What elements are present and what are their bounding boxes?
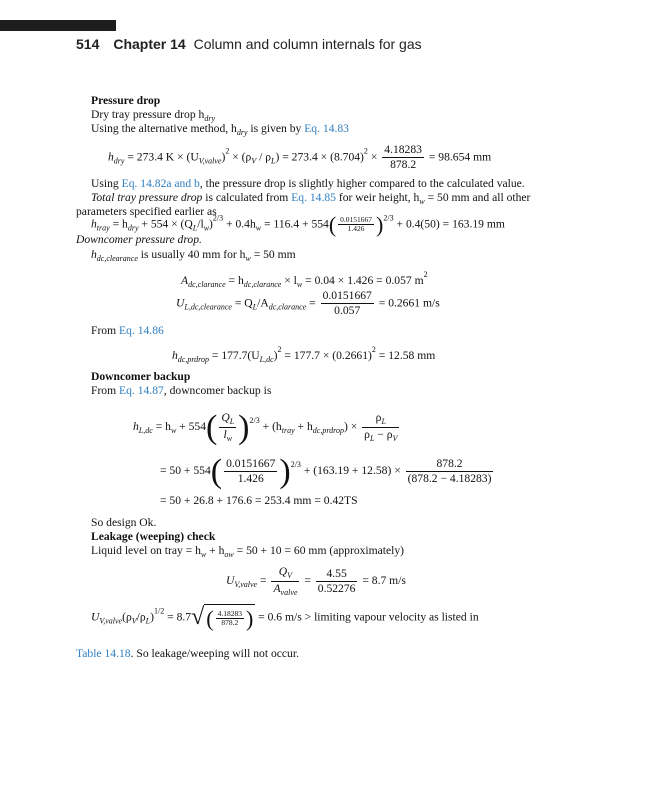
eq-14-85-link[interactable]: Eq. 14.85 — [291, 191, 336, 204]
design-ok: So design Ok. — [91, 516, 157, 529]
liquid-level-line: Liquid level on tray = $h_w + h_{ow} = 50 + 10 = 60$ mm (approximately) — [91, 544, 405, 559]
equation-backup-values: = 50 + 554( $\frac{0.0151667}{1.426}$ )$^{2/3}$ + (163.19 + 12.58) × $\frac{878.2}{(878.2 - 4.18283)}$ — [160, 453, 492, 490]
hdc-clearance-line: $h_{dc,clearance}$ is usually 40 mm for $h_w = 50$ mm — [91, 248, 296, 263]
pressure-drop-heading: Pressure drop — [91, 94, 161, 107]
alt-method-line: Using the alternative method, $h_{dry}$ is given by Eq. 14.83 — [91, 122, 349, 137]
eq-14-87-link[interactable]: Eq. 14.87 — [119, 384, 164, 397]
from-eq-14-86: From Eq. 14.86 — [91, 324, 164, 337]
chapter-label: Chapter 14 — [113, 36, 186, 52]
total-tray-line: Total tray pressure drop is calculated from Eq. 14.85 for weir height, $h_w = 50$ mm and all other — [91, 191, 531, 206]
dry-tray-line: Dry tray pressure drop $h_{dry}$ — [91, 108, 215, 123]
leakage-heading: Leakage (weeping) check — [91, 530, 216, 543]
table-14-18-link[interactable]: Table 14.18 — [76, 647, 131, 660]
equation-htray: $h_{tray} = h_{dry} + 554 \times (Q_L/l_w)^{2/3} + 0.4h_w = 116.4 + 554$( $\frac{0.0151667}{1.426}$ )$^{2/3}$ + 0.4(50) = 163.19 mm — [91, 212, 505, 237]
equation-uv-valve: $U_{V,valve}$ = $\frac{Q_V}{A_{valve}}$ = $\frac{4.55}{0.52276}$ = 8.7 m/s — [226, 565, 406, 597]
equation-backup-result: = 50 + 26.8 + 176.6 = 253.4 mm = 0.42TS — [160, 494, 358, 507]
downcomer-pressure-drop: Downcomer pressure drop. — [76, 233, 202, 246]
page-number: 514 — [76, 36, 100, 52]
running-header — [76, 36, 422, 52]
equation-weeping-check: $U_{V,valve}(\rho_V/\rho_L)^{1/2} = 8.7√$( $\frac{4.18283}{878.2}$ ) = 0.6 m/s > limiting vapour velocity as listed in — [91, 604, 479, 632]
params-line: parameters specified earlier as — [76, 205, 217, 218]
using-eq-line: Using Eq. 14.82a and b, the pressure drop is slightly higher compared to the calculated value. — [91, 177, 525, 190]
equation-backup: $h_{L,dc} = h_w + 554$( $\frac{Q_L}{l_w}$ )$^{2/3} + (h_{tray} + h_{dc,prdrop})$ × $\frac{\rho_L}{\rho_L - \rho_V}$ — [133, 409, 398, 446]
header-rule — [0, 20, 116, 31]
chapter-title: Column and column internals for gas — [193, 36, 422, 52]
downcomer-backup-from: From Eq. 14.87, downcomer backup is — [91, 384, 272, 397]
table-reference-line: Table 14.18. So leakage/weeping will not occur. — [76, 647, 299, 660]
downcomer-backup-heading: Downcomer backup — [91, 370, 191, 383]
equation-uldc: $U_{L,dc,clearance} = Q_L/A_{dc,clarance}$ = $\frac{0.0151667}{0.057}$ = 0.2661 m/s — [176, 289, 440, 318]
equation-adc: $A_{dc,clarance} = h_{dc,clarance} \times l_w = 0.04 \times 1.426 = 0.057$ $m^2$ — [181, 270, 428, 289]
eq-14-82-link[interactable]: Eq. 14.82a and b — [121, 177, 200, 190]
eq-14-83-link[interactable]: Eq. 14.83 — [304, 122, 349, 135]
equation-hdc-prdrop: $h_{dc,prdrop} = 177.7(U_{L,dc})^2 = 177.7 \times (0.2661)^2 = 12.58$ mm — [172, 345, 436, 364]
eq-14-86-link[interactable]: Eq. 14.86 — [119, 324, 164, 337]
equation-hdry: $h_{dry} = 273.4$ $K \times (U_{V,valve})^2 \times (\rho_V / \rho_L) = 273.4 \times (8.704)^2$ × $\frac{4.18283}{878.2}$ = 98.654 mm — [108, 143, 492, 172]
